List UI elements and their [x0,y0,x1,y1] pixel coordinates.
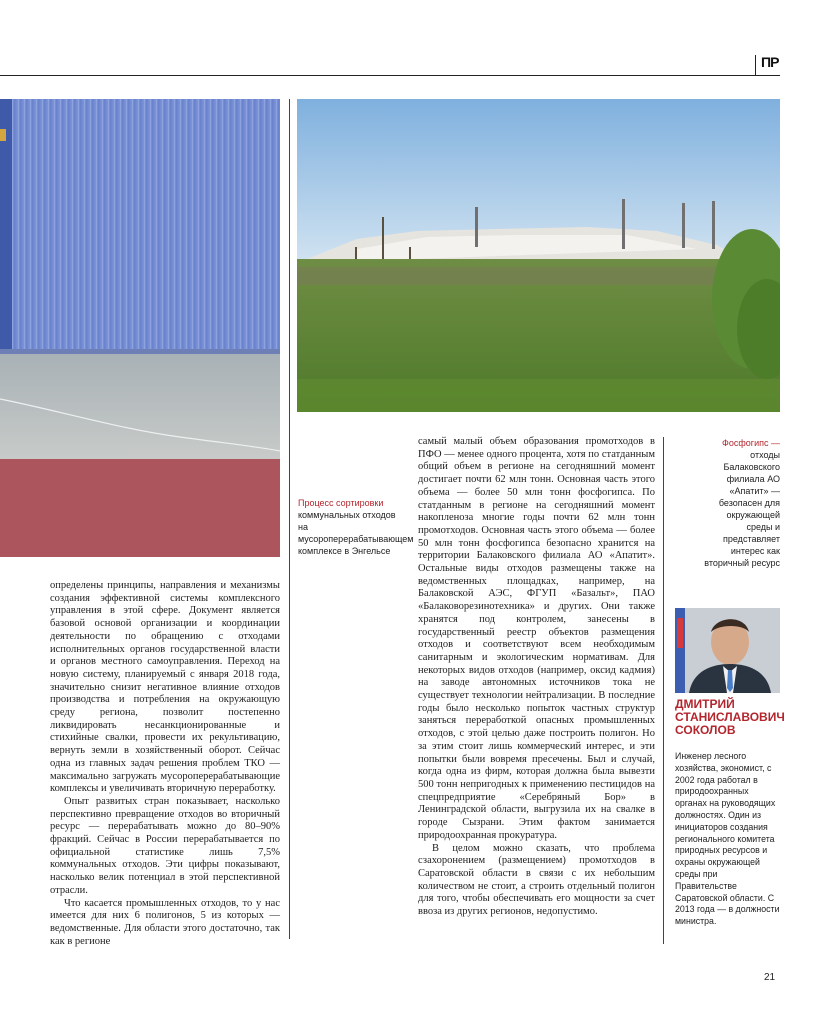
author-portrait [675,608,780,693]
paragraph: Что касается промышленных отходов, то у нас имеется для них 6 полигонов, 5 из которых — ведомственные. Для области этого достаточно, так как в регионе [50,897,280,947]
author-bio: Инженер лесного хозяйства, экономист, с 2002 года работал в природоохранных органах на руководящих должностях. Один из инициаторов создания регионального комитета природных ресурсов и охраны окружающей среды при Правительстве Саратовской области. С 2013 года — в должности министра. [675,751,780,927]
sidebar-divider [663,437,664,944]
author-name: ДМИТРИЙ СТАНИСЛАВОВИЧ СОКОЛОВ [675,697,785,737]
magazine-logo: ПР [761,54,779,70]
caption-title: Процесс сортировки [298,498,384,508]
page-number: 21 [764,972,776,983]
paragraph: Опыт развитых стран показывает, насколько перспективно превращение отходов во вторичный ресурс — перерабатывать можно до 80–90% фракций. Сейчас в России перерабатывается по официальной статистике лишь 7,5% коммунальных отходов. Эти цифры показывают, насколько велик потенциал в этой перспективной отрасли. [50,795,280,896]
sorting-facility-photo [0,99,280,557]
article-column-2 [418,436,655,919]
photo-caption-phosphogypsum [700,437,780,569]
phosphogypsum-photo [297,99,780,412]
paragraph: определены принципы, направления и механизмы создания эффективной системы комплексного управления в этой сфере. Документ является базовой основой организации и координации деятельности по обращению с отходами исполнительных органов государственной власти и органов местного самоуправления. Переход на новую систему, планируемый с января 2018 года, значительно снизит негативное влияние отходов производства и потребления на окружающую среду региона, позволит постепенно ликвидировать несанкционированные и стихийные свалки, провести их рекультивацию, вернуть земли в хозяйственный оборот. Сейчас одна из главных задач решения проблем ТКО — максимально загружать мусороперерабатывающие комплексы и увеличивать вторичную переработку. [50,580,280,795]
caption-title: Фосфогипс — [722,438,780,448]
header-rule [0,75,780,76]
header-tick [755,55,756,76]
photo-caption-sorting [298,497,414,557]
caption-body: отходы Балаковского филиала АО «Апатит» — безопасен для окружающей среды и представляет интерес как вторичный ресурс [704,450,780,568]
paragraph: В целом можно сказать, что проблема сзахоронением (размещением) промотходов в Саратовской области в связи с их небольшим количеством не стоит, а строить отдельный полигон для того, чтобы обеспечивать его мощности за счет ввоза из других регионов, недопустимо. [418,842,655,918]
article-column-1 [50,580,280,948]
column-divider [289,99,290,939]
caption-body: коммунальных отходов на мусороперерабатывающем комплексе в Энгельсе [298,510,414,556]
paragraph: самый малый объем образования промотходов в ПФО — менее одного процента, хотя по статданным общий объем в регионе на сегодняшний момент достигает почти 62 млн тонн. Основная часть этого объема — более 50 млн тонн фосфогипса. По статданным в регионе на сегодняшний момент накопленоза многие годы почти 62 млн тонн промотходов. Основная часть этого объема — более 50 млн тонн фосфогипса безопасно хранится на территории Балаковского филиала АО «Апатит». Остальные виды отходов размещены также на ведомственных площадках, например, на Балаковской АЭС, ФГУП «Базальт», ПАО «Балаковорезинотехника» и других. Они также хранятся под контролем, занесены в государственный реестр объектов размещения отходов и соответствуют всем необходимым санитарным и экологическим нормативам. Для некоторых видов отходов (например, оксид кадмия) на заводе автономных источников тока не существует технологии нейтрализации. В последние годы было несколько попыток частных структур заняться переработкой опасных промышленных отходов, с этой целью даже построить полигон. Но за этим стоит лишь коммерческий интерес, и эти попытки были вовремя пресечены. Был и случай, когда одна из фирм, которая должна была вывезти 500 тонн непригодных к применению пестицидов на спецпредприятие «Серебряный Бор» в Ленинградской области, выгрузила их на свалке в городе Сызрани. Этим фактом занимается природоохранная прокуратура. [418,436,655,841]
